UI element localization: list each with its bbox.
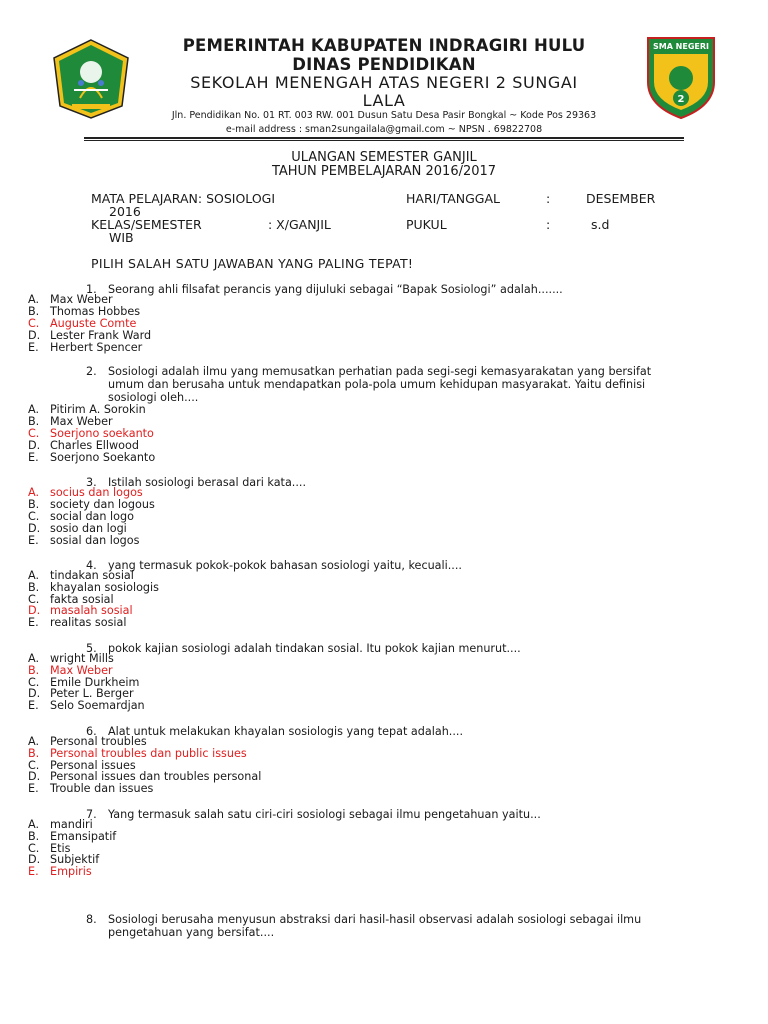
question-number: 2.: [86, 365, 97, 378]
exam-year: TAHUN PEMBELAJARAN 2016/2017: [271, 164, 497, 179]
time-value: s.d: [591, 217, 610, 232]
question-text: pokok kajian sosiologi adalah tindakan sosial. Itu pokok kajian menurut....: [108, 642, 521, 655]
time-unit: WIB: [109, 230, 134, 245]
school-logo-label: SMA NEGERI: [652, 42, 710, 51]
question-text: Seorang ahli filsafat perancis yang dijuluki sebagai “Bapak Sosiologi” adalah.......: [108, 283, 563, 296]
school-address: Jln. Pendidikan No. 01 RT. 003 RW. 001 Dusun Satu Desa Pasir Bongkal ~ Kode Pos 29363: [171, 110, 597, 121]
school-name-wrap: LALA: [362, 91, 406, 110]
date-year: 2016: [109, 204, 141, 219]
question-text: yang termasuk pokok-pokok bahasan sosiologi yaitu, kecuali....: [108, 559, 462, 572]
class-value: : X/GANJIL: [268, 217, 331, 232]
day-label: HARI/TANGGAL: [406, 191, 500, 206]
question-text: Yang termasuk salah satu ciri-ciri sosiologi sebagai ilmu pengetahuan yaitu...: [108, 808, 541, 821]
school-name: SEKOLAH MENENGAH ATAS NEGERI 2 SUNGAI: [190, 73, 578, 92]
school-logo-number: 2: [677, 94, 685, 105]
instruction: PILIH SALAH SATU JAWABAN YANG PALING TEPAT!: [91, 256, 414, 271]
time-label: PUKUL: [406, 217, 447, 232]
question-text: Sosiologi berusaha menyusun abstraksi dari hasil-hasil observasi adalah sosiologi sebagai ilmu pengetahuan yang bersifat....: [108, 913, 642, 939]
header-divider-thin: [84, 140, 684, 141]
question-number: 1.: [86, 283, 97, 296]
class-label: KELAS/SEMESTER: [91, 217, 202, 232]
school-contact: e-mail address : sman2sungailala@gmail.com ~ NPSN . 69822708: [225, 124, 543, 135]
question-number: 4.: [86, 559, 97, 572]
question-text: Sosiologi adalah ilmu yang memusatkan perhatian pada segi-segi kemasyarakatan yang bersifat umum dan berusaha untuk mendapatkan pola-pola umum kehidupan masyarakat. Yaitu definisi sosiologi oleh....: [108, 365, 652, 404]
government-name: PEMERINTAH KABUPATEN INDRAGIRI HULU: [182, 36, 586, 55]
question-text: Istilah sosiologi berasal dari kata....: [108, 476, 307, 489]
question-number: 7.: [86, 808, 97, 821]
question-text: Alat untuk melakukan khayalan sosiologis yang tepat adalah....: [108, 725, 464, 738]
day-value: DESEMBER: [586, 191, 656, 206]
exam-title: ULANGAN SEMESTER GANJIL: [291, 150, 477, 165]
exam-page: SMA NEGERI 2 PEMERINTAH KABUPATEN INDRAGIRI HULU DINAS PENDIDIKAN SEKOLAH MENENGAH ATAS NEGERI 2 SUNGAI LALA Jln. Pendidikan No. 01 RT. 003 RW. 001 Dusun Satu Desa Pasir Bongkal ~ Kode Pos 29363 e-mail address : sman2sungailala@gmail.com ~ NPSN . 69822708 ULANGAN SEMESTER GANJIL TAHUN PEMBELAJARAN 2016/2017 MATA PELAJARAN: SOSIOLOGI HARI/TANGGAL : DESEMBER 2016 KELAS/SEMESTER : X/GANJIL PUKUL : s.d WIB PILIH SALAH SATU JAWABAN YANG PALING TEPAT! 1. Seorang ahli filsafat perancis yang dijuluki sebagai “Bapak Sosiologi” adalah....... A. Max Weber B. Thomas Hobbes C. Auguste Comte D. Lester Frank Ward E. Herbert Spencer 2. Sosiologi adalah ilmu yang memusatkan perhatian pada segi-segi kemasyarakatan yang bersifat umum dan berusaha untuk mendapatkan pola-pola umum kehidupan masyarakat. Yaitu definisi sosiologi oleh.... A. Pitirim A. Sorokin B. Max Weber C. Soerjono soekanto D. Charles Ellwood E. Soerjono Soekanto 3. Istilah sosiologi berasal dari kata.... A. socius dan logos B. society dan logous C. social dan logo D. sosio dan logi E. sosial dan logos 4. yang termasuk pokok-pokok bahasan sosiologi yaitu, kecuali.... A. tindakan sosial B. khayalan sosiologis C. fakta sosial D. masalah sosial E. realitas sosial 5. pokok kajian sosiologi adalah tindakan sosial. Itu pokok kajian menurut.... A. wright Mills B. Max Weber C. Emile Durkheim D. Peter L. Berger E. Selo Soemardjan 6. Alat untuk melakukan khayalan sosiologis yang tepat adalah.... A. Personal troubles B. Personal troubles dan public issues C. Personal issues D. Personal issues dan troubles personal E. Trouble dan issues 7. Yang termasuk salah satu ciri-ciri sosiologi sebagai ilmu pengetahuan yaitu... A. mandiri B. Emansipatif C. Etis D. Subjektif E. Empiris 8. Sosiologi berusaha menyusun abstraksi dari hasil-hasil observasi adalah sosiologi sebagai ilmu pengetahuan yang bersifat....: [0, 0, 768, 1024]
department-name: DINAS PENDIDIKAN: [292, 55, 476, 74]
header-divider: [84, 137, 684, 139]
question-number: 8.: [86, 913, 97, 926]
question-number: 3.: [86, 476, 97, 489]
day-colon: :: [546, 191, 551, 206]
question-number: 6.: [86, 725, 97, 738]
question-number: 5.: [86, 642, 97, 655]
time-colon: :: [546, 217, 551, 232]
subject-label: MATA PELAJARAN: SOSIOLOGI: [91, 191, 276, 206]
